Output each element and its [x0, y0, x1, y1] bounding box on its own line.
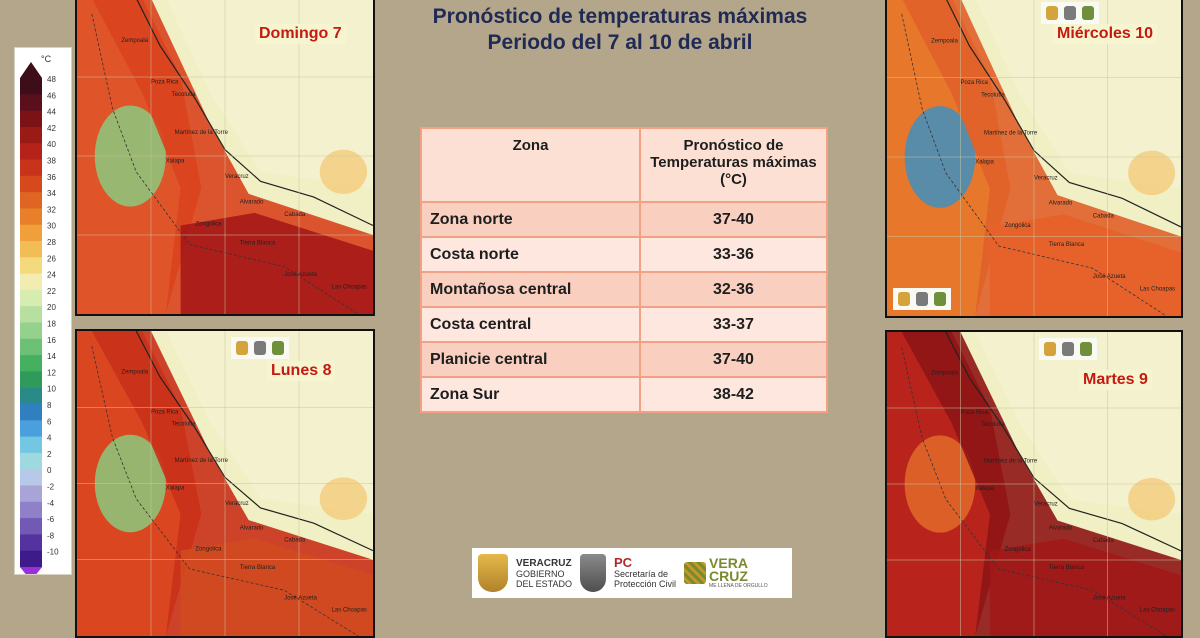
- zone-cell: Zona norte: [421, 202, 640, 237]
- table-row: [421, 342, 827, 377]
- map-place-label: Veracruz: [225, 174, 249, 181]
- map-place-label: Martínez de la Torre: [174, 129, 228, 136]
- gulf-warm-patch: [1128, 478, 1175, 521]
- zone-cell: Zona Sur: [421, 377, 640, 412]
- legend-swatch: [20, 94, 42, 111]
- legend-tick-label: -10: [47, 547, 59, 557]
- table-header-row: [421, 128, 827, 202]
- map-place-label: Tierra Blanca: [1048, 242, 1085, 249]
- map-place-label: José Azueta: [1092, 595, 1126, 602]
- legend-tick-label: 14: [47, 352, 56, 362]
- legend-tick-label: -8: [47, 531, 55, 541]
- map-place-label: Zongolica: [1004, 222, 1031, 229]
- legend-swatch: [20, 437, 42, 454]
- gulf-warm-patch: [320, 477, 367, 520]
- map-place-label: Xalapa: [165, 485, 185, 492]
- pc-shield-icon: [1064, 6, 1076, 20]
- zone-cell: Costa norte: [421, 237, 640, 272]
- legend-tick-label: 10: [47, 384, 56, 394]
- map-place-label: Poza Rica: [151, 409, 179, 416]
- legend-tick-label: 2: [47, 449, 52, 459]
- legend-unit: °C: [41, 54, 52, 64]
- map-place-label: Zempoala: [121, 369, 149, 376]
- veracruz-brand-icon: [1080, 342, 1092, 356]
- veracruz-brand-logo: [684, 557, 768, 589]
- day-label-martes: Martes 9: [1079, 370, 1152, 390]
- legend-swatch: [20, 551, 42, 568]
- legend-bottom-arrow: [20, 567, 42, 574]
- map-place-label: Zempoala: [931, 38, 958, 45]
- map-place-label: Tierra Blanca: [239, 240, 276, 247]
- legend-swatch: [20, 127, 42, 144]
- temperature-legend: [14, 47, 72, 575]
- legend-swatch: [20, 306, 42, 323]
- map-logo-strip: [1041, 2, 1099, 24]
- legend-swatch: [20, 111, 42, 128]
- legend-tick-label: 16: [47, 335, 56, 345]
- map-place-label: Veracruz: [1034, 501, 1058, 508]
- map-place-label: Cabada: [284, 212, 306, 219]
- map-place-label: Martínez de la Torre: [174, 458, 228, 465]
- map-place-label: Xalapa: [975, 159, 994, 166]
- veracruz-shield-icon: [236, 341, 248, 355]
- brand-word-2: CRUZ: [709, 568, 748, 584]
- map-miercoles-10: [885, 0, 1183, 318]
- map-domingo-7: [75, 0, 375, 316]
- map-place-label: Poza Rica: [960, 410, 988, 417]
- legend-swatch: [20, 453, 42, 470]
- civil-protection-logo: [614, 554, 677, 589]
- pc-line1: Secretaría de: [614, 568, 669, 579]
- day-label-lunes: Lunes 8: [267, 361, 335, 381]
- table-row: [421, 377, 827, 412]
- table-row: [421, 272, 827, 307]
- legend-tick-label: -4: [47, 498, 55, 508]
- map-place-label: Poza Rica: [151, 79, 179, 86]
- map-place-label: Las Choapas: [1139, 607, 1176, 614]
- map-place-label: Tierra Blanca: [1048, 565, 1085, 572]
- zone-cell: Planicie central: [421, 342, 640, 377]
- veracruz-line3: DEL ESTADO: [516, 578, 573, 589]
- pc-title: PC: [614, 554, 633, 570]
- legend-tick-label: 28: [47, 238, 56, 247]
- veracruz-line1: VERACRUZ: [516, 557, 572, 569]
- legend-swatch: [20, 388, 42, 405]
- map-place-label: Las Choapas: [1139, 286, 1176, 293]
- legend-swatch: [20, 486, 42, 503]
- legend-tick-label: 20: [47, 303, 56, 313]
- map-place-label: Veracruz: [1034, 175, 1058, 182]
- table-row: [421, 237, 827, 272]
- legend-tick-label: 42: [47, 123, 56, 133]
- veracruz-shield-icon: [898, 292, 910, 306]
- legend-swatch: [20, 274, 42, 291]
- map-logo-strip-bottom: [893, 288, 951, 310]
- veracruz-shield-icon: [1044, 342, 1056, 356]
- map-place-label: Alvarado: [239, 525, 264, 532]
- day-label-domingo: Domingo 7: [255, 24, 346, 44]
- map-place-label: Zempoala: [931, 370, 958, 377]
- veracruz-coat-of-arms-icon: [478, 554, 508, 592]
- value-cell: 33-36: [640, 237, 827, 272]
- legend-swatch: [20, 534, 42, 551]
- map-place-label: José Azueta: [284, 595, 317, 602]
- map-logo-strip: [231, 337, 289, 359]
- legend-swatch: [20, 339, 42, 356]
- legend-tick-label: 36: [47, 172, 56, 182]
- value-cell: 37-40: [640, 342, 827, 377]
- legend-swatch: [20, 208, 42, 225]
- map-place-label: Tecolutla: [171, 91, 196, 98]
- map-place-label: Zongolica: [1004, 546, 1031, 553]
- legend-tick-label: 22: [47, 286, 56, 296]
- pc-shield-icon: [1062, 342, 1074, 356]
- map-place-label: Martínez de la Torre: [984, 458, 1038, 465]
- map-place-label: Tierra Blanca: [239, 564, 276, 571]
- legend-tick-label: 40: [47, 140, 56, 150]
- value-cell: 37-40: [640, 202, 827, 237]
- legend-tick-label: 0: [47, 466, 52, 476]
- map-place-label: Las Choapas: [331, 284, 367, 291]
- legend-swatch: [20, 371, 42, 388]
- legend-tick-label: 32: [47, 205, 56, 215]
- legend-tick-label: 48: [47, 75, 56, 84]
- legend-swatch: [20, 420, 42, 437]
- map-place-label: Zongolica: [195, 221, 222, 228]
- veracruz-government-logo: [516, 558, 572, 589]
- header-temperature: Pronóstico de Temperaturas máximas (°C): [640, 128, 827, 202]
- veracruz-shield-icon: [1046, 6, 1058, 20]
- map-place-label: Alvarado: [1048, 525, 1073, 532]
- value-cell: 32-36: [640, 272, 827, 307]
- value-cell: 38-42: [640, 377, 827, 412]
- legend-tick-label: 30: [47, 221, 56, 231]
- civil-protection-shield-icon: [580, 554, 606, 592]
- map-place-label: Zongolica: [195, 546, 222, 553]
- map-place-label: Alvarado: [239, 199, 264, 206]
- map-place-label: Tecolutla: [981, 422, 1005, 429]
- legend-swatch: [20, 225, 42, 242]
- brand-tagline: ME LLENA DE ORGULLO: [709, 583, 768, 589]
- page-title: [390, 4, 850, 56]
- header-zone: Zona: [421, 128, 640, 202]
- legend-swatch: [20, 78, 42, 95]
- brand-word-1: VERA: [709, 555, 748, 571]
- legend-tick-label: 4: [47, 433, 52, 443]
- map-place-label: Cabada: [1092, 213, 1114, 220]
- legend-swatch: [20, 502, 42, 519]
- temperature-map-miercoles: [887, 0, 1181, 316]
- veracruz-brand-icon: [1082, 6, 1094, 20]
- legend-swatch: [20, 355, 42, 372]
- title-line-2: Periodo del 7 al 10 de abril: [487, 31, 753, 54]
- legend-top-arrow: [20, 62, 42, 78]
- map-place-label: Tecolutla: [171, 421, 196, 428]
- legend-tick-label: 26: [47, 254, 56, 264]
- value-cell: 33-37: [640, 307, 827, 342]
- map-place-label: Cabada: [284, 537, 306, 544]
- legend-swatch: [20, 241, 42, 258]
- legend-swatch: [20, 404, 42, 421]
- legend-swatch: [20, 290, 42, 307]
- map-lunes-8: [75, 329, 375, 638]
- map-martes-9: [885, 330, 1183, 638]
- veracruz-line2: GOBIERNO: [516, 568, 565, 579]
- table-row: [421, 307, 827, 342]
- legend-swatch: [20, 160, 42, 177]
- legend-tick-label: 6: [47, 417, 52, 427]
- table-row: [421, 202, 827, 237]
- map-place-label: Poza Rica: [960, 79, 988, 86]
- map-place-label: Xalapa: [975, 486, 994, 493]
- map-place-label: Tecolutla: [981, 92, 1005, 99]
- legend-tick-label: 18: [47, 319, 56, 329]
- legend-swatch: [20, 518, 42, 535]
- legend-tick-label: 38: [47, 156, 56, 166]
- map-place-label: Veracruz: [225, 500, 249, 507]
- brand-pattern-icon: [684, 562, 706, 584]
- pc-shield-icon: [916, 292, 928, 306]
- legend-tick-label: 46: [47, 91, 56, 101]
- legend-tick-label: 24: [47, 270, 56, 280]
- legend-swatch: [20, 469, 42, 486]
- zone-cell: Costa central: [421, 307, 640, 342]
- map-place-label: José Azueta: [1092, 273, 1126, 280]
- gulf-warm-patch: [1128, 151, 1175, 196]
- legend-tick-label: 44: [47, 107, 56, 117]
- map-place-label: Zempoala: [121, 38, 149, 45]
- pc-line2: Protección Civil: [614, 578, 677, 589]
- temperature-map-domingo: [77, 0, 373, 314]
- legend-swatch: [20, 143, 42, 160]
- map-place-label: Alvarado: [1048, 200, 1073, 207]
- zone-cell: Montañosa central: [421, 272, 640, 307]
- legend-swatch: [20, 257, 42, 274]
- legend-tick-label: 8: [47, 401, 52, 410]
- legend-tick-label: -6: [47, 515, 55, 525]
- map-place-label: Xalapa: [165, 158, 185, 165]
- gulf-warm-patch: [320, 150, 367, 194]
- legend-colorbar: [15, 48, 71, 574]
- map-place-label: Cabada: [1092, 537, 1114, 544]
- legend-tick-label: 12: [47, 368, 56, 378]
- map-place-label: Las Choapas: [331, 607, 367, 614]
- map-place-label: José Azueta: [284, 272, 317, 279]
- legend-tick-label: 34: [47, 189, 56, 199]
- veracruz-brand-icon: [934, 292, 946, 306]
- map-place-label: Martínez de la Torre: [984, 130, 1038, 137]
- pc-shield-icon: [254, 341, 266, 355]
- day-label-miercoles: Miércoles 10: [1053, 24, 1157, 44]
- map-logo-strip: [1039, 338, 1097, 360]
- title-line-1: Pronóstico de temperaturas máximas: [432, 5, 808, 28]
- legend-swatch: [20, 192, 42, 209]
- forecast-table: [420, 127, 828, 413]
- institution-logos: [472, 548, 792, 598]
- veracruz-brand-icon: [272, 341, 284, 355]
- legend-swatch: [20, 176, 42, 193]
- legend-tick-label: -2: [47, 482, 55, 492]
- legend-swatch: [20, 323, 42, 340]
